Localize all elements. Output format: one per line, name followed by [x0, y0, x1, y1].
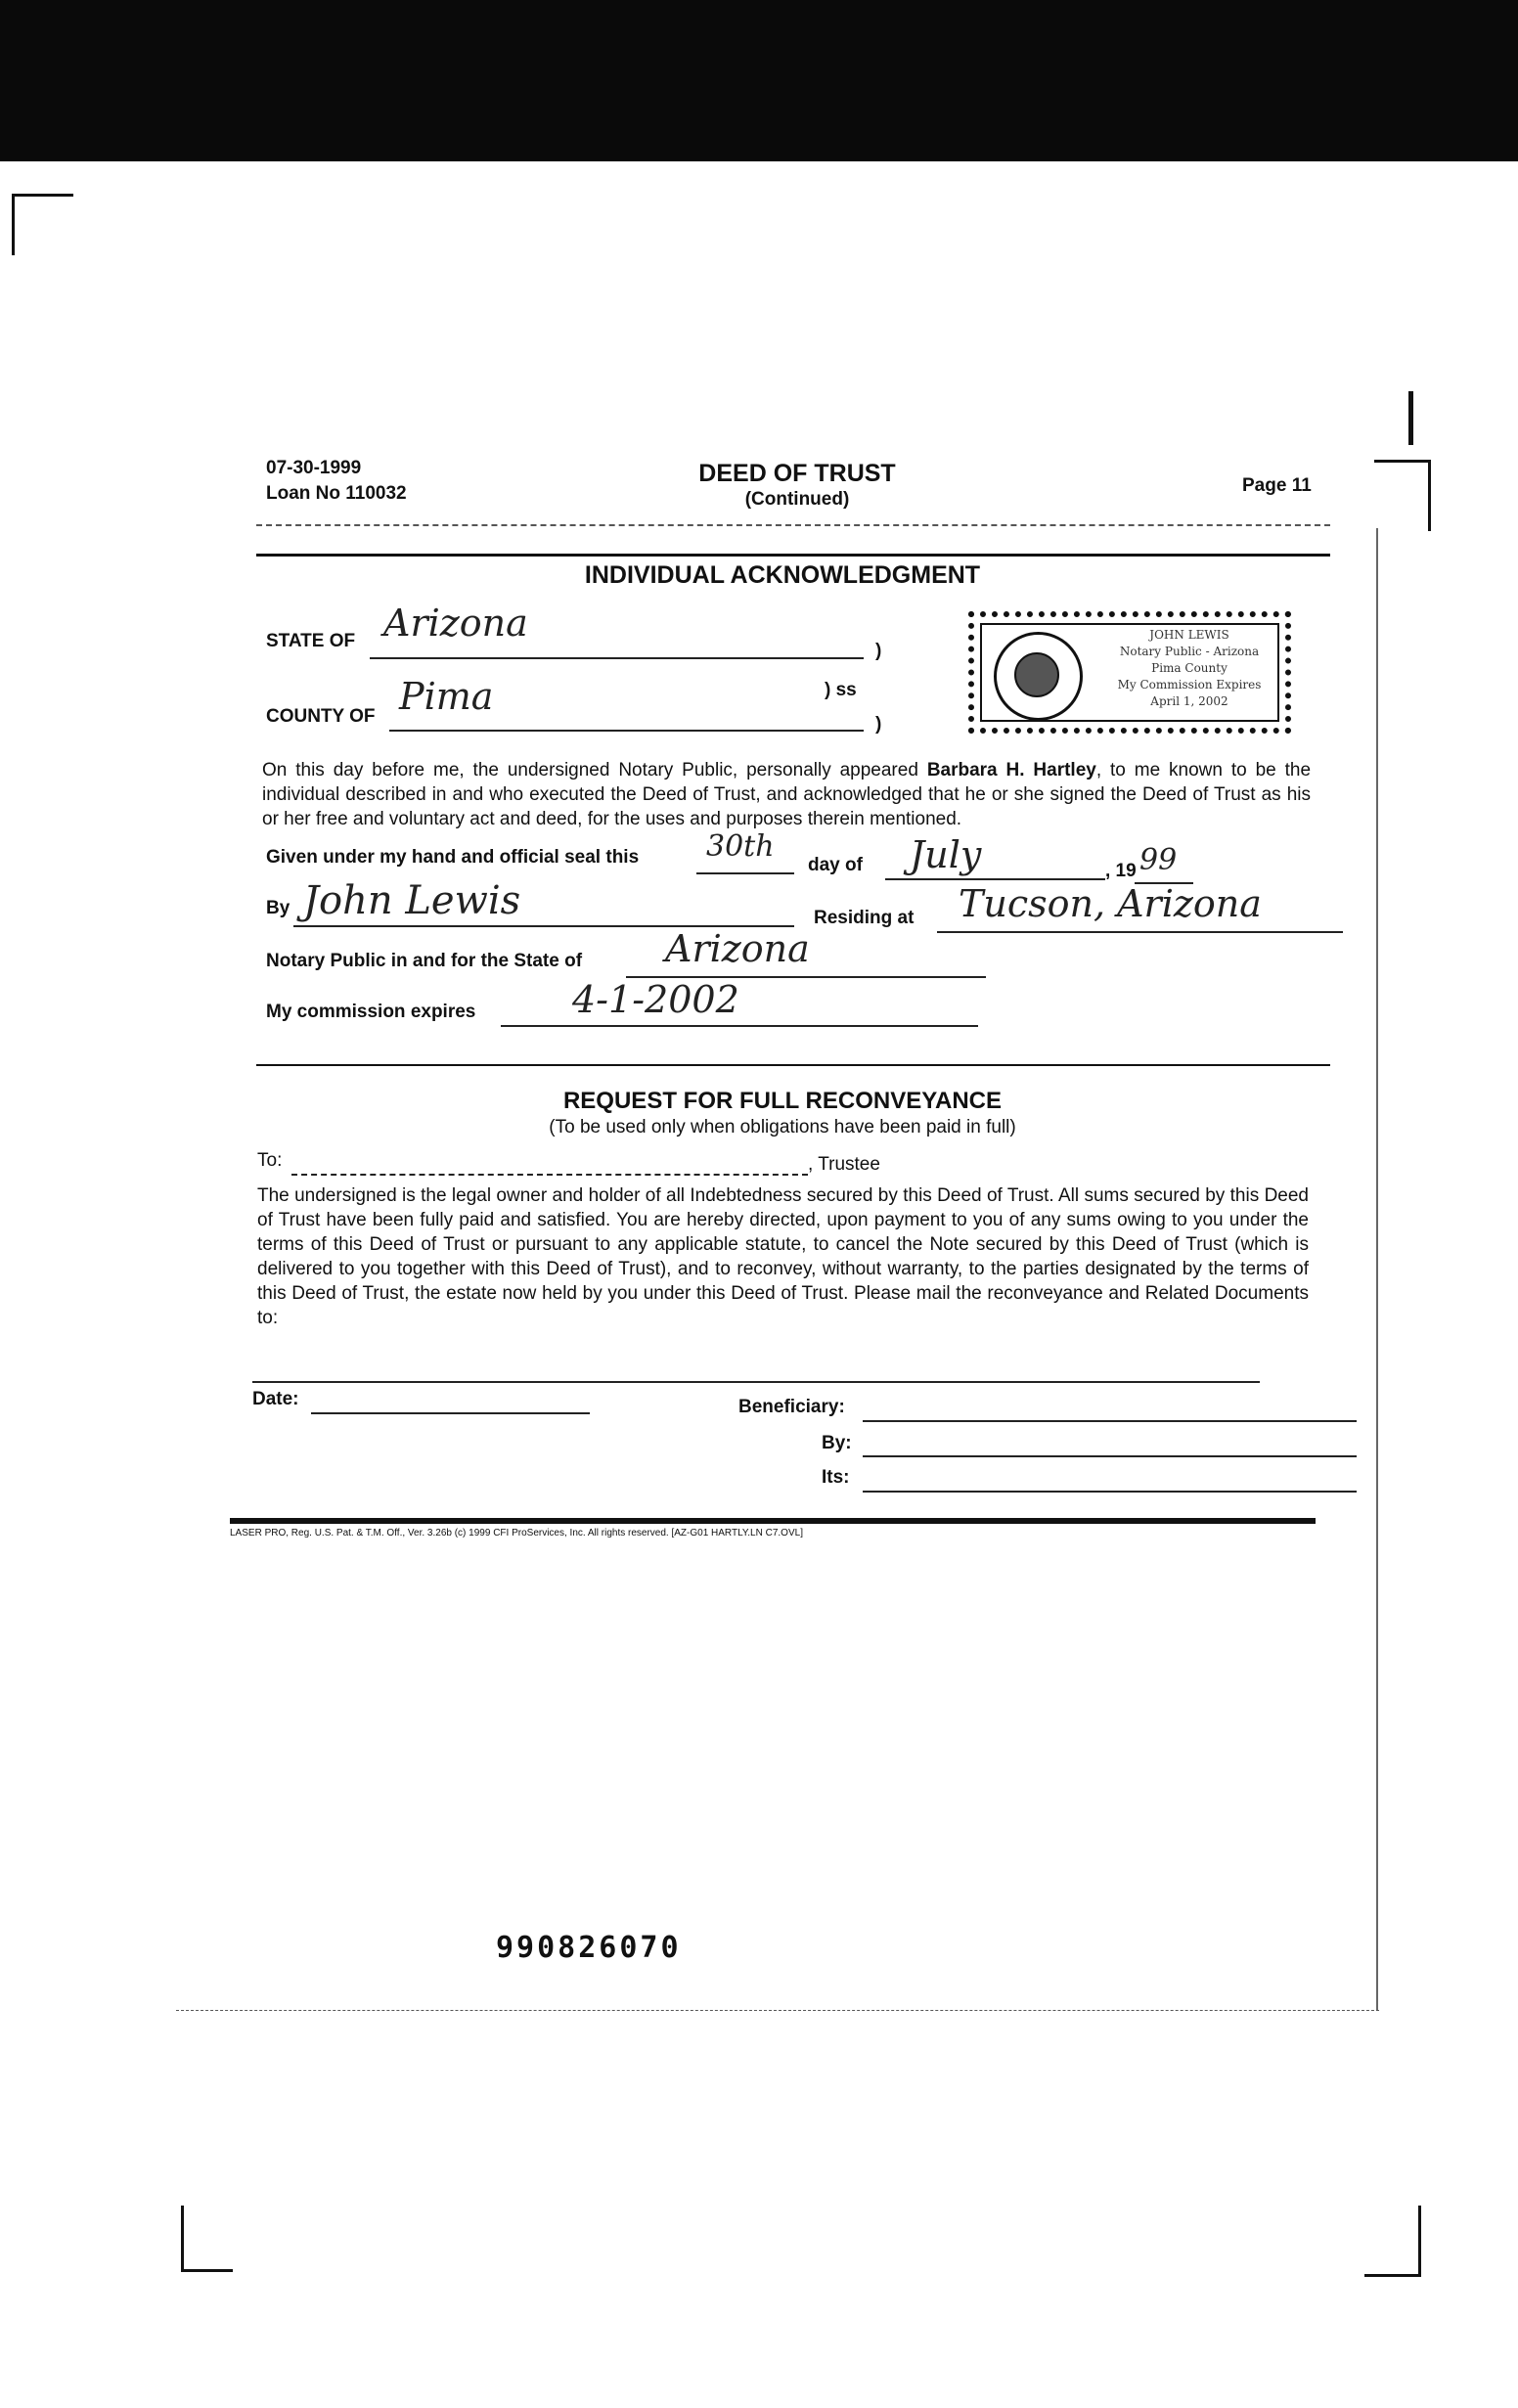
by-label: By	[266, 898, 290, 918]
header-rule-dotted	[256, 524, 1330, 526]
state-label: STATE OF	[266, 631, 356, 651]
month-line	[885, 878, 1105, 880]
by2-label: By:	[822, 1433, 852, 1453]
notary-state-label: Notary Public in and for the State of	[266, 951, 583, 971]
trustee-label: , Trustee	[808, 1154, 880, 1175]
page-number: Page 11	[1242, 475, 1312, 496]
notary-seal	[968, 611, 1291, 734]
ss-label: ) ss	[825, 680, 857, 700]
page-edge-dotted	[176, 2010, 1379, 2011]
seal-emblem-icon	[994, 632, 1083, 721]
corner-mark-top-right	[1374, 460, 1431, 531]
to-line	[291, 1174, 808, 1176]
doc-subtitle: (Continued)	[744, 489, 850, 510]
county-line	[389, 730, 864, 732]
given-day-value: 30th	[706, 829, 775, 864]
county-label: COUNTY OF	[266, 706, 376, 727]
to-label: To:	[257, 1150, 283, 1171]
footer-rule	[230, 1518, 1316, 1524]
reconveyance-sub: (To be used only when obligations have been paid in full)	[549, 1117, 1016, 1137]
scan-dark-band	[0, 0, 1518, 161]
year-value: 99	[1139, 843, 1178, 877]
residing-value: Tucson, Arizona	[959, 882, 1262, 925]
month-value: July	[910, 833, 982, 876]
given-label: Given under my hand and official seal this	[266, 847, 640, 868]
ack-paragraph: On this day before me, the undersigned Notary Public, personally appeared Barbara H. Hartley, to me known to be the individual described in and who executed the Deed of Trust, and acknowledged that he or she signed the Deed of Trust as his or her free and voluntary act and deed, for the uses and purposes therein mentioned.	[262, 760, 1312, 829]
state-value: Arizona	[383, 602, 528, 645]
seal-line-3: Pima County	[1151, 661, 1228, 675]
year-prefix: , 19	[1105, 861, 1137, 881]
mail-to-line	[252, 1381, 1260, 1383]
notary-state-value: Arizona	[665, 927, 810, 970]
residing-label: Residing at	[814, 908, 915, 928]
reconveyance-paragraph: The undersigned is the legal owner and holder of all Indebtedness secured by this Deed of Trust. All sums secured by this Deed of Trust have been fully paid and satisfied. You are hereby directed, upon payment to you of any sums owing to you under the terms of this Deed of Trust or pursuant to any applicable statute, to cancel the Note secured by this Deed of Trust (which is delivered to you together with this Deed of Trust), and to reconvey, without warranty, to the parties designated by the terms of this Deed of Trust, the estate now held by you under this Deed of Trust. Please mail the reconveyance and Related Documents to:	[257, 1185, 1309, 1328]
seal-line-2: Notary Public - Arizona	[1119, 645, 1260, 658]
state-line	[370, 657, 864, 659]
reconveyance-heading: REQUEST FOR FULL RECONVEYANCE	[562, 1088, 1003, 1114]
page-edge-right	[1376, 528, 1378, 2010]
ack-heading: INDIVIDUAL ACKNOWLEDGMENT	[584, 561, 981, 589]
county-value: Pima	[399, 675, 494, 718]
residing-line	[937, 931, 1343, 933]
beneficiary-label: Beneficiary:	[738, 1397, 845, 1417]
doc-title: DEED OF TRUST	[698, 460, 896, 487]
county-paren: )	[875, 714, 882, 735]
corner-mark-bottom-right	[1364, 2206, 1421, 2277]
date-label: Date:	[252, 1389, 299, 1409]
state-paren: )	[875, 641, 882, 661]
section-rule	[256, 1064, 1330, 1066]
its-line	[863, 1491, 1357, 1493]
edge-mark	[1408, 391, 1413, 445]
seal-line-1: JOHN LEWIS	[1149, 628, 1229, 642]
day-of-label: day of	[808, 855, 863, 875]
commission-line	[501, 1025, 978, 1027]
date-line	[311, 1412, 590, 1414]
doc-date: 07-30-1999	[266, 458, 362, 478]
commission-label: My commission expires	[266, 1002, 476, 1022]
corner-mark-bottom-left	[181, 2206, 233, 2272]
signer-name: Barbara H. Hartley	[926, 760, 1096, 780]
corner-mark-top-left	[12, 194, 73, 255]
notary-signature: John Lewis	[303, 878, 521, 923]
header-rule	[256, 554, 1330, 557]
commission-value: 4-1-2002	[572, 978, 739, 1021]
loan-number: Loan No 110032	[266, 483, 407, 504]
seal-line-4: My Commission Expires	[1117, 678, 1262, 691]
laserpro-footer: LASER PRO, Reg. U.S. Pat. & T.M. Off., Ver. 3.26b (c) 1999 CFI ProServices, Inc. All rights reserved. [AZ-G01 HARTLY.LN C7.OVL]	[230, 1528, 803, 1538]
beneficiary-line	[863, 1420, 1357, 1422]
its-label: Its:	[822, 1467, 850, 1488]
given-day-line	[696, 872, 794, 874]
by2-line	[863, 1455, 1357, 1457]
document-number: 990826070	[496, 1931, 682, 1965]
seal-line-5: April 1, 2002	[1150, 694, 1228, 708]
